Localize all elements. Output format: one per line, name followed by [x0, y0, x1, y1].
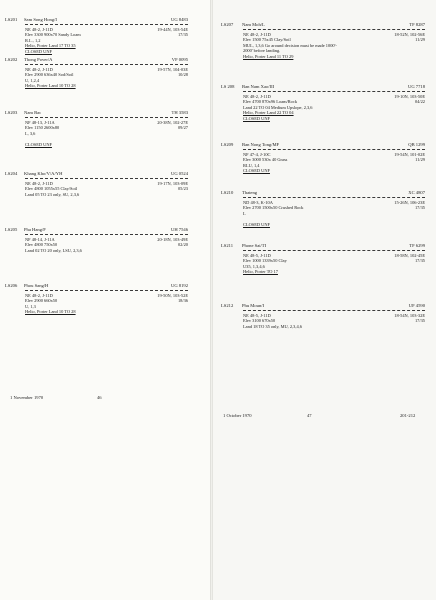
entry-detail-line: CLOSED UNF [243, 221, 270, 227]
entry-detail-line: CLOSED UNF [25, 48, 52, 54]
ls-entry [5, 171, 188, 226]
entry-id: LS201 [5, 17, 18, 22]
ls-entry [5, 57, 188, 112]
entry-divider [243, 310, 425, 311]
entry-id: LS205 [5, 227, 18, 232]
entry-id: LS204 [5, 171, 18, 176]
entry-detail-line: NE 48-2, J-11D [25, 293, 53, 298]
entry-coordinates: 18-58N, 102-45E [394, 253, 425, 258]
entry-divider [243, 29, 425, 30]
entry-id: LS210 [221, 190, 234, 195]
entry-name: Phu Moun/I [242, 303, 265, 308]
entry-coordinates: 19-17N, 103-09E [157, 181, 188, 186]
entry-grid-code: TF 6299 [409, 243, 425, 248]
entry-name: Phone Sai/TI [242, 243, 267, 248]
entry-detail-line: Elev 2900 636x40 Sod/Soil [25, 72, 74, 78]
entry-detail-line: U, 1,2,4 [25, 77, 40, 83]
entry-detail-line: Elev 3100 670x50 [243, 318, 276, 324]
entry-coordinates: 17/35 [414, 205, 425, 211]
entry-divider [243, 250, 425, 251]
entry-detail-line: R.L., 1,2 [25, 37, 41, 43]
entry-detail-line: U, 1,3 [25, 303, 36, 309]
entry-name: Pha Hang/F [24, 227, 46, 232]
entry-coordinates: 10/28 [177, 72, 188, 78]
ls-entry [221, 303, 425, 358]
entry-detail-line: Helio, Porter Land 22 TO 04 [243, 110, 294, 116]
entry-id: LS206 [5, 283, 18, 288]
entry-detail-line: U35, 1,3,4,6 [243, 263, 265, 269]
entry-detail-line: Helio, Porter Land 17 TO 35 [25, 43, 76, 49]
entry-detail-line: CLOSED UNF [243, 115, 270, 121]
entry-grid-code: UF 4590 [408, 303, 425, 308]
entry-name: Nam Moh/L [242, 22, 265, 27]
entry-detail-line: Land 18 TO 35 only, MU, 2,3,4,6 [243, 323, 302, 329]
entry-coordinates: 18-54N, 103-32E [394, 313, 425, 318]
entry-coordinates: 17/35 [414, 258, 425, 264]
entry-coordinates: 19-44N, 103-54E [157, 27, 188, 32]
entry-name: Khang Kho/V/A/YH [24, 171, 63, 176]
right-footer-range: 201-212 [400, 413, 416, 418]
entry-coordinates: 20-18N, 103-49E [157, 237, 188, 242]
entry-grid-code: UH 7546 [171, 227, 188, 232]
entry-divider [25, 178, 188, 179]
entry-detail-line: NE 48-2, J-11D [243, 32, 271, 37]
entry-id: LS209 [221, 142, 234, 147]
entry-coordinates: 20-38N, 102-27E [157, 120, 188, 125]
left-footer-page: 46 [97, 395, 102, 400]
ls-entry [221, 243, 425, 298]
entry-grid-code: VF 0095 [171, 57, 188, 62]
entry-detail-line: NE 48-5, J-11D [243, 313, 271, 318]
ls-entry [221, 84, 425, 139]
right-footer-date: 1 October 1970 [223, 413, 252, 418]
entry-coordinates: 02/20 [177, 242, 188, 248]
entry-detail-line: RLU, 1,4 [243, 162, 260, 168]
entry-grid-code: TH 3583 [171, 110, 188, 115]
entry-coordinates: 17/35 [177, 32, 188, 38]
entry-detail-line: Elev 3000 530x 40 Grass [243, 157, 288, 163]
entry-name: Ban Nong Tong/MF [242, 142, 280, 147]
entry-coordinates: 15-26N, 106-23E [394, 200, 425, 205]
entry-coordinates: 04/22 [414, 99, 425, 105]
entry-detail-line: Elev 1150 2600x80 [25, 125, 60, 131]
entry-detail-line: L [243, 210, 246, 216]
entry-id: LS203 [5, 110, 18, 115]
entry-coordinates: 11/29 [415, 157, 425, 163]
entry-grid-code: XC 4807 [408, 190, 425, 195]
entry-coordinates: 19-50N, 103-52E [157, 293, 188, 298]
entry-name: Ban Nam Xao/III [242, 84, 275, 89]
entry-coordinates: 09/27 [177, 125, 188, 131]
entry-detail-line: NF 47-4, J-10C [243, 152, 271, 157]
entry-detail-line: Elev 3300 900x70 Sandy Loam [25, 32, 81, 38]
ls-entry [221, 142, 425, 197]
entry-coordinates: 05/23 [177, 186, 188, 192]
entry-coordinates: 18-52N, 102-56E [394, 32, 425, 37]
entry-detail-line: 2000' before landing. [243, 48, 281, 54]
entry-detail-line: NE 48-2, J-11D [243, 94, 271, 99]
entry-id: LS211 [221, 243, 234, 248]
entry-name: Phou Sang/H [24, 283, 49, 288]
left-footer-date: 1 November 1970 [10, 395, 44, 400]
entry-detail-line: Elev 2700 1500x50 Crushed Rock [243, 205, 304, 211]
entry-divider [243, 197, 425, 198]
entry-id: LS207 [221, 22, 234, 27]
entry-divider [243, 91, 425, 92]
entry-detail-line: Elev 1500 75x45 Clay/Soil [243, 37, 291, 43]
entry-grid-code: UG 7718 [408, 84, 425, 89]
entry-grid-code: QB 1299 [408, 142, 425, 147]
entry-divider [25, 64, 188, 65]
entry-detail-line: Elev 2900 660x50 [25, 298, 58, 304]
entry-detail-line: Helio, Porter Land 11 TO 29 [243, 53, 294, 59]
entry-coordinates: 18/36 [177, 298, 188, 304]
ls-entry [5, 110, 188, 165]
entry-detail-line: Elev 4700 870x96 Loam/Rock [243, 99, 298, 105]
entry-detail-line: Land 02 TO 20 only, LSU, 2,3,6 [25, 247, 82, 253]
entry-divider [25, 24, 188, 25]
entry-name: Nam Bac [24, 110, 42, 115]
entry-detail-line: MUL, 1,3,6 Go around decision must be made 1000'- [243, 42, 337, 48]
entry-id: LS202 [5, 57, 18, 62]
entry-coordinates: 19-54N, 101-02E [394, 152, 425, 157]
entry-name: Sam Song Hong/I [24, 17, 57, 22]
ls-entry [5, 227, 188, 282]
entry-detail-line: Elev 4800 1055x55 Clay/Soil [25, 186, 78, 192]
entry-detail-line: L, 3,6 [25, 130, 36, 136]
entry-detail-line: Land 22 TO 04 Medium Upslope, 2,3,6 [243, 104, 313, 110]
entry-detail-line: Elev 4800 750x50 [25, 242, 58, 248]
entry-grid-code: TF 8287 [409, 22, 425, 27]
entry-coordinates: 19-57N, 104-03E [157, 67, 188, 72]
entry-grid-code: UG 8192 [171, 283, 188, 288]
entry-divider [25, 290, 188, 291]
entry-coordinates: 19-10N, 103-50E [394, 94, 425, 99]
ls-entry [221, 22, 425, 77]
entry-detail-line: NE 48-2, J-11D [25, 181, 53, 186]
entry-detail-line: CLOSED UNF [25, 141, 52, 147]
entry-divider [243, 149, 425, 150]
entry-detail-line: ND 48-3, K-10A [243, 200, 273, 205]
entry-coordinates: 11/29 [415, 37, 425, 43]
entry-detail-line: NE 48-5, J-11D [243, 253, 271, 258]
entry-detail-line: Helio, Porter Land 10 TO 28 [25, 83, 76, 89]
entry-divider [25, 117, 188, 118]
entry-detail-line: CLOSED UNF [243, 168, 270, 174]
entry-detail-line: NE 48-2, J-11D [25, 67, 53, 72]
entry-detail-line: Elev 1000 1339x50 Clay [243, 258, 287, 264]
entry-detail-line: NF 48-14, J-11A [25, 237, 55, 242]
entry-id: LS 208 [221, 84, 235, 89]
entry-detail-line: Land 05 TO 23 only, SU, 2,3,6 [25, 191, 80, 197]
entry-detail-line: NF 48-13, J-11A [25, 120, 55, 125]
right-footer-page: 47 [307, 413, 312, 418]
entry-coordinates: 17/35 [414, 318, 425, 324]
entry-detail-line: NE 48-2, J-11D [25, 27, 53, 32]
entry-detail-line: Helio, Porter Land 10 TO 28 [25, 309, 76, 315]
entry-name: Thong Pover/A [24, 57, 53, 62]
entry-divider [25, 234, 188, 235]
entry-name: Thateng [242, 190, 258, 195]
entry-grid-code: UG 8483 [171, 17, 188, 22]
ls-entry [221, 190, 425, 245]
entry-grid-code: UG 0524 [171, 171, 188, 176]
entry-detail-line: Helio, Porter TO 17 [243, 269, 278, 275]
ls-entry [5, 283, 188, 338]
entry-id: LS212 [221, 303, 234, 308]
